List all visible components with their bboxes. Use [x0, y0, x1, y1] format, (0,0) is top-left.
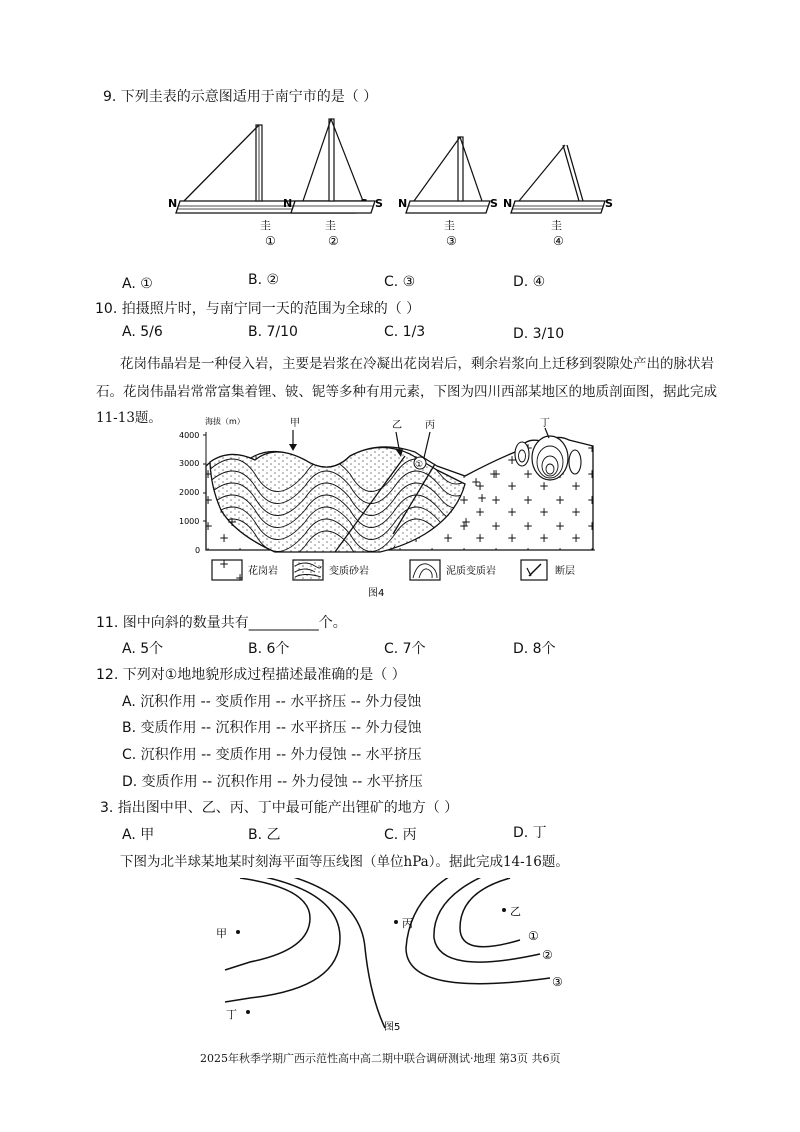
- gnomon-diagram-2: [283, 119, 383, 248]
- q9-figure: [160, 115, 620, 260]
- label-jia: 甲: [290, 418, 300, 429]
- s-label: S: [375, 197, 383, 210]
- legend: [212, 560, 575, 580]
- svg-text:+: +: [489, 467, 500, 481]
- gui-label: 圭: [551, 219, 562, 232]
- y-axis-label: 海拔（m）: [205, 417, 245, 426]
- intro-14-16: 下图为北半球某地某时刻海平面等压线图（单位hPa）。据此完成14-16题。: [120, 854, 569, 870]
- q13-option-d[interactable]: D. 丁: [513, 825, 547, 841]
- y-tick: 1000: [179, 517, 200, 526]
- gui-label: 圭: [325, 219, 336, 232]
- legend-fault: 断层: [555, 566, 575, 577]
- s-label: S: [490, 197, 498, 210]
- gui-label: 圭: [444, 219, 455, 232]
- q12-option-d[interactable]: D. 变质作用 -- 沉积作用 -- 外力侵蚀 -- 水平挤压: [122, 774, 423, 790]
- q12-option-a[interactable]: A. 沉积作用 -- 变质作用 -- 水平挤压 -- 外力侵蚀: [122, 694, 422, 710]
- svg-text:+: +: [461, 515, 472, 529]
- legend-granite: 花岗岩: [248, 566, 278, 577]
- label-yi: 乙: [392, 420, 402, 431]
- q11-option-a[interactable]: A. 5个: [122, 641, 164, 657]
- label-circle-1: ①: [415, 460, 424, 470]
- q13-option-a[interactable]: A. 甲: [122, 827, 155, 843]
- q9-option-a[interactable]: A. ①: [122, 276, 153, 292]
- q11-option-b[interactable]: B. 6个: [248, 641, 290, 657]
- n-label: N: [283, 197, 293, 210]
- q12-stem: 12. 下列对①地地貌形成过程描述最准确的是（ ）: [96, 667, 406, 683]
- gui-label: 圭: [260, 219, 271, 232]
- point-jia: 甲: [216, 927, 227, 940]
- intro-line-1: 花岗伟晶岩是一种侵入岩，主要是岩浆在冷凝出花岗岩后，剩余岩浆向上迁移到裂隙处产出的脉状岩: [120, 356, 714, 372]
- q10-option-c[interactable]: C. 1/3: [384, 324, 426, 340]
- y-tick: 0: [195, 546, 201, 555]
- n-label: N: [398, 197, 408, 210]
- legend-pelitic-metamorphic: 泥质变质岩: [446, 566, 496, 577]
- q10-option-d[interactable]: D. 3/10: [513, 326, 565, 342]
- figure-5-isobar-map: [210, 878, 590, 1038]
- q11-option-c[interactable]: C. 7个: [384, 641, 426, 657]
- q9-stem: 9. 下列圭表的示意图适用于南宁市的是（ ）: [103, 89, 378, 105]
- q10-option-b[interactable]: B. 7/10: [248, 324, 298, 340]
- diagram-number: ③: [446, 234, 457, 248]
- q9-option-d[interactable]: D. ④: [513, 274, 546, 290]
- diagram-number: ④: [553, 234, 564, 248]
- point-yi: 乙: [510, 905, 521, 918]
- q10-stem: 10. 拍摄照片时，与南宁同一天的范围为全球的（ ）: [95, 301, 421, 317]
- isobar-line: [225, 878, 340, 1002]
- gnomon-diagram-1: [168, 125, 368, 248]
- s-label: S: [605, 197, 613, 210]
- q9-option-c[interactable]: C. ③: [384, 274, 416, 290]
- isobar-label-2: ②: [542, 948, 553, 962]
- diagram-number: ①: [265, 234, 276, 248]
- isobar-label-1: ①: [528, 929, 539, 943]
- n-label: N: [168, 197, 178, 210]
- y-tick: 4000: [179, 431, 200, 440]
- q11-option-d[interactable]: D. 8个: [513, 641, 556, 657]
- q11-stem: 11. 图中向斜的数量共有__________个。: [96, 615, 347, 631]
- page-footer: 2025年秋季学期广西示范性高中高二期中联合调研测试·地理 第3页 共6页: [200, 1052, 561, 1065]
- figure-4-cross-section: [165, 414, 605, 604]
- q13-option-b[interactable]: B. 乙: [248, 827, 281, 843]
- gnomon-diagram-3: [398, 137, 498, 248]
- isobar-line: [434, 878, 540, 962]
- label-ding: 丁: [540, 418, 550, 429]
- isobar-label-3: ③: [552, 975, 563, 989]
- q12-option-b[interactable]: B. 变质作用 -- 沉积作用 -- 水平挤压 -- 外力侵蚀: [122, 720, 422, 736]
- intro-line-3: 11-13题。: [96, 410, 162, 426]
- legend-metasandstone: 变质砂岩: [329, 566, 369, 577]
- label-bing: 丙: [425, 420, 435, 431]
- q9-option-b[interactable]: B. ②: [248, 272, 280, 288]
- diagram-number: ②: [328, 234, 339, 248]
- q13-stem: 3. 指出图中甲、乙、丙、丁中最可能产出锂矿的地方（ ）: [100, 800, 459, 816]
- svg-text:+: +: [477, 491, 488, 505]
- q10-option-a[interactable]: A. 5/6: [122, 324, 163, 340]
- q12-option-c[interactable]: C. 沉积作用 -- 变质作用 -- 外力侵蚀 -- 水平挤压: [122, 747, 422, 763]
- figure-4-caption: 图4: [368, 588, 385, 599]
- point-bing: 丙: [402, 917, 413, 930]
- svg-text:+: +: [471, 475, 482, 489]
- gnomon-diagram-4: [503, 145, 613, 248]
- svg-text:+: +: [227, 515, 238, 529]
- isobar-line: [225, 878, 310, 970]
- point-ding: 丁: [226, 1008, 237, 1021]
- n-label: N: [503, 197, 513, 210]
- figure-5-caption: 图5: [384, 1022, 401, 1033]
- y-tick: 2000: [179, 488, 200, 497]
- y-tick: 3000: [179, 459, 200, 468]
- intro-line-2: 石。花岗伟晶岩常常富集着锂、铍、铌等多种有用元素，下图为四川西部某地区的地质剖面图，据此完成: [96, 384, 717, 400]
- q13-option-c[interactable]: C. 丙: [384, 827, 417, 843]
